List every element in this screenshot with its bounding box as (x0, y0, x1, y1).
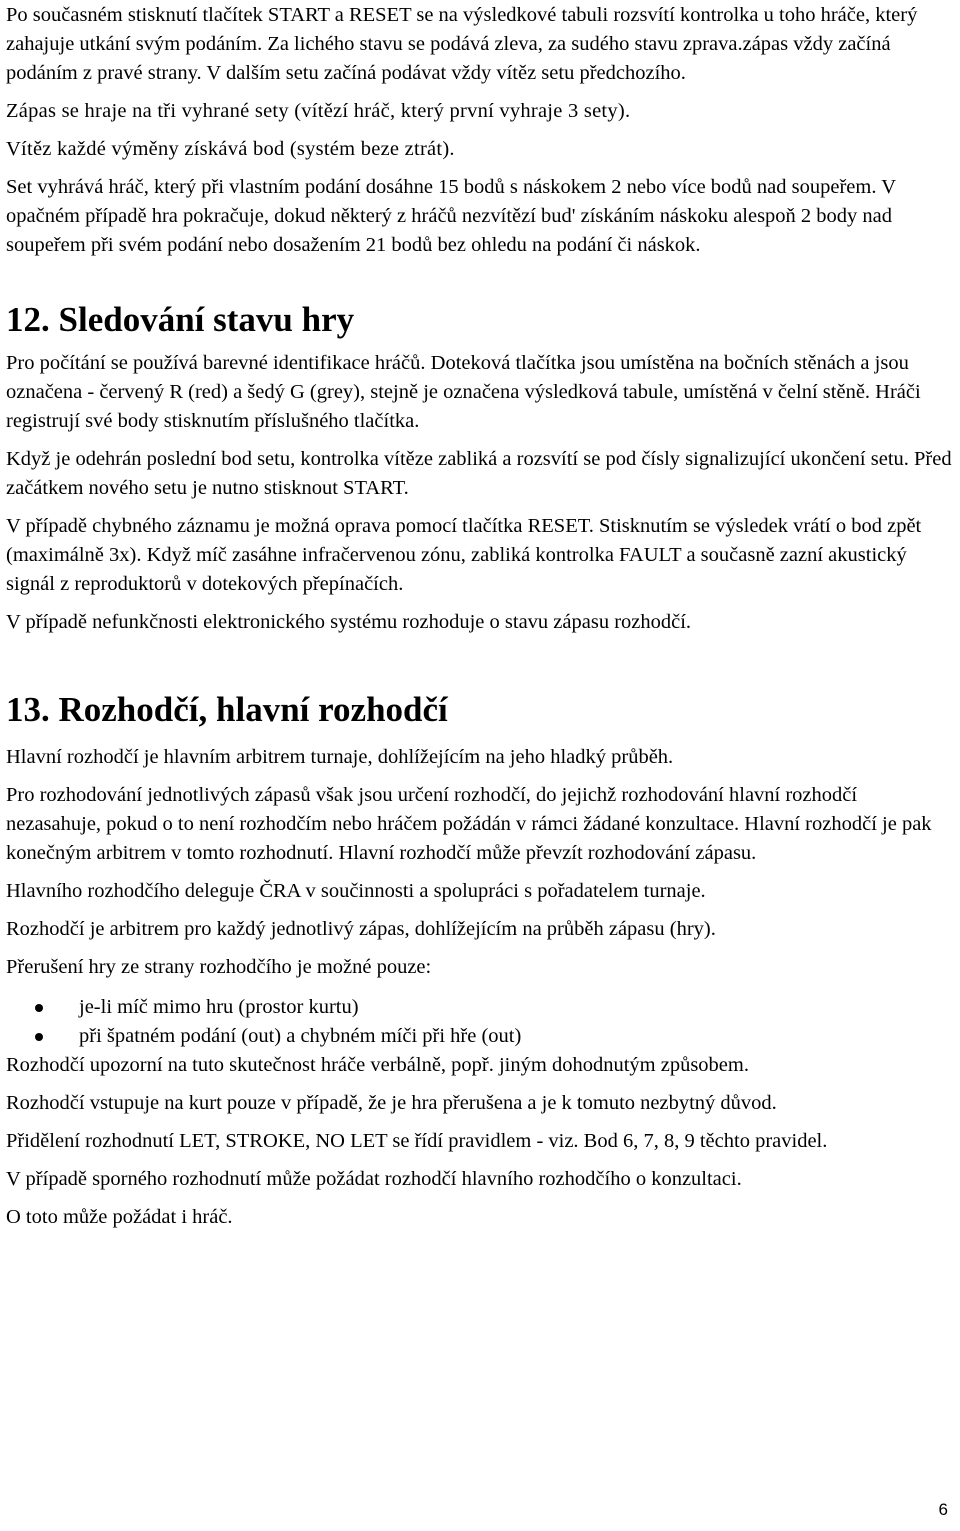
document-page (6, 0, 954, 1232)
paragraph-player-identification: Pro počítání se používá barevné identifikace hráčů. Doteková tlačítka jsou umístěna na bočních stěnách a jsou označena - červený R (red) a šedý G (grey), stejně je označena výsledková tabule, umístěná v čelní stěně. Hráči registrují své body stisknutím příslušného tlačítka. (6, 352, 921, 432)
paragraph-court-entry: Rozhodčí vstupuje na kurt pouze v případě, že je hra přerušena a je k tomuto nezbytný důvod. (6, 1092, 777, 1114)
paragraph-consultation: V případě sporného rozhodnutí může požádat rozhodčí hlavního rozhodčího o konzultaci. (6, 1168, 742, 1190)
paragraph-rally-scoring: Vítěz každé výměny získává bod (systém beze ztrát). (6, 138, 455, 160)
list-item-text: je-li míč mimo hru (prostor kurtu) (79, 996, 359, 1018)
paragraph-match-format: Zápas se hraje na tři vyhrané sety (vítězí hráč, který první vyhraje 3 sety). (6, 100, 631, 122)
paragraph-player-request: O toto může požádat i hráč. (6, 1206, 233, 1228)
paragraph-serve-rules: Po současném stisknutí tlačítek START a RESET se na výsledkové tabuli rozsvítí kontrolka u toho hráče, který zahajuje utkání svým podáním. Za lichého stavu se podává zleva, za sudého stavu zprava.zápas vždy začíná podáním z pravé strany. V dalším setu začíná podávat vždy vítěz setu předchozího. (6, 4, 918, 84)
interruption-list (6, 993, 954, 1051)
paragraph-reset-correction: V případě chybného záznamu je možná oprava pomocí tlačítka RESET. Stisknutím se výsledek vrátí o bod zpět (maximálně 3x). Když míč zasáhne infračervenou zónu, zabliká kontrolka FAULT a současně zazní akustický signál z reproduktorů v dotekových přepínačích. (6, 515, 922, 595)
page-number: 6 (938, 1500, 948, 1519)
bullet-icon (35, 1004, 43, 1012)
paragraph-system-failure: V případě nefunkčnosti elektronického systému rozhoduje o stavu zápasu rozhodčí. (6, 611, 692, 633)
paragraph-notification: Rozhodčí upozorní na tuto skutečnost hráče verbálně, popř. jiným dohodnutým způsobem. (6, 1054, 749, 1076)
paragraph-match-referees: Pro rozhodování jednotlivých zápasů však jsou určení rozhodčí, do jejichž rozhodování hlavní rozhodčí nezasahuje, pokud o to není rozhodčím nebo hráčem požádán v rámci žádané konzultace. Hlavní rozhodčí je pak konečným arbitrem v tomto rozhodnutí. Hlavní rozhodčí může převzít rozhodování zápasu. (6, 784, 932, 864)
list-item (6, 1022, 954, 1051)
section-13-heading: 13. Rozhodčí, hlavní rozhodčí (6, 690, 448, 729)
list-item (6, 993, 954, 1022)
list-item-text: při špatném podání (out) a chybném míči při hře (out) (79, 1025, 522, 1047)
paragraph-set-winning: Set vyhrává hráč, který při vlastním podání dosáhne 15 bodů s náskokem 2 nebo více bodů nad soupeřem. V opačném případě hra pokračuje, dokud některý z hráčů nezvítězí bud' získáním náskoku alespoň 2 body nad soupeřem při svém podání nebo dosažením 21 bodů bez ohledu na podání či náskok. (6, 176, 896, 256)
section-12-heading: 12. Sledování stavu hry (6, 300, 355, 339)
paragraph-interruption: Přerušení hry ze strany rozhodčího je možné pouze: (6, 956, 432, 978)
bullet-icon (35, 1033, 43, 1041)
paragraph-last-point: Když je odehrán poslední bod setu, kontrolka vítěze zabliká a rozsvítí se pod čísly signalizující ukončení setu. Před začátkem nového setu je nutno stisknout START. (6, 448, 952, 499)
paragraph-delegation: Hlavního rozhodčího deleguje ČRA v součinnosti a spolupráci s pořadatelem turnaje. (6, 880, 706, 902)
paragraph-head-referee-role: Hlavní rozhodčí je hlavním arbitrem turnaje, dohlížejícím na jeho hladký průběh. (6, 746, 674, 768)
paragraph-let-stroke: Přidělení rozhodnutí LET, STROKE, NO LET se řídí pravidlem - viz. Bod 6, 7, 8, 9 těchto pravidel. (6, 1130, 828, 1152)
paragraph-referee-arbiter: Rozhodčí je arbitrem pro každý jednotlivý zápas, dohlížejícím na průběh zápasu (hry). (6, 918, 716, 940)
